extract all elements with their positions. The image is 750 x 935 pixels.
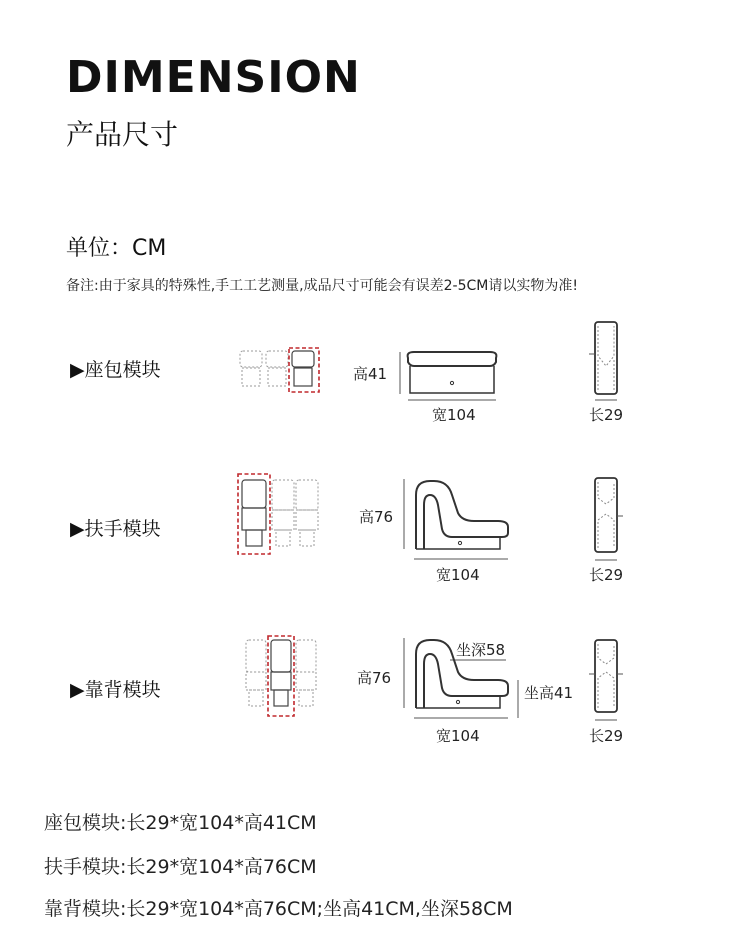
backrest-side-view-drawing [586,638,626,722]
unit-label: 单位：CM [66,236,167,261]
summary-line-armrest: 扶手模块:长29*宽104*高76CM [44,856,317,878]
summary-line-seat: 座包模块:长29*宽104*高41CM [44,812,317,834]
backrest-module-layout-diagram [240,632,332,722]
section-label-backrest: ▶靠背模块 [70,679,161,701]
armrest-module-layout-diagram [234,470,326,560]
seat-side-view-drawing [586,320,626,402]
seat-front-view-drawing [396,350,506,410]
seat-length-label: 长29 [589,406,624,424]
seat-height-label: 高41 [353,365,388,383]
backrest-width-label: 宽104 [436,727,480,745]
armrest-height-label: 高76 [359,508,394,526]
backrest-seat-depth-label: 坐深58 [456,641,506,659]
armrest-width-label: 宽104 [436,566,480,584]
section-label-armrest: ▶扶手模块 [70,518,161,540]
armrest-length-label: 长29 [589,566,624,584]
backrest-length-label: 长29 [589,727,624,745]
backrest-height-label: 高76 [357,669,392,687]
seat-module-layout-diagram [236,346,326,396]
backrest-seat-height-label: 坐高41 [524,684,574,702]
title-chinese: 产品尺寸 [66,118,179,151]
title-english: DIMENSION [66,52,361,103]
summary-line-backrest: 靠背模块:长29*宽104*高76CM;坐高41CM,坐深58CM [44,898,513,920]
section-label-seat: ▶座包模块 [70,359,161,381]
seat-width-label: 宽104 [432,406,476,424]
armrest-side-view-drawing [586,476,626,562]
note-text: 备注:由于家具的特殊性,手工工艺测量,成品尺寸可能会有误差2-5CM请以实物为准! [66,278,578,294]
armrest-front-view-drawing [400,475,515,565]
